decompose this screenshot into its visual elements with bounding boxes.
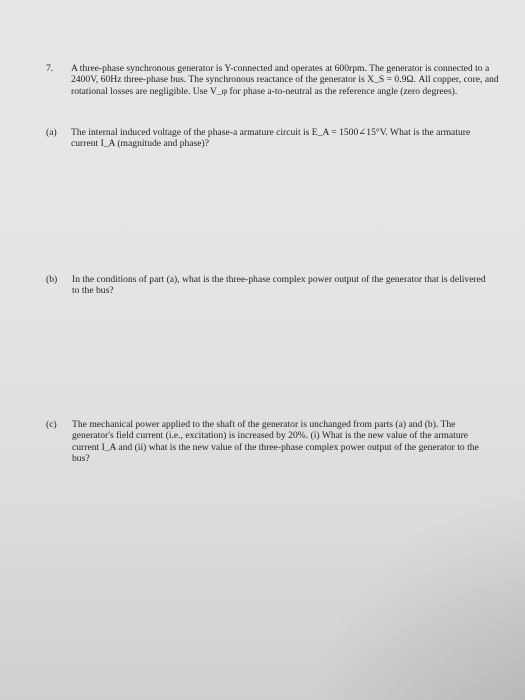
part-c-label: (c) (46, 419, 57, 430)
part-c-question: The mechanical power applied to the shaft of the generator is unchanged from parts (a) and (b). The generator's field current (i.e., excitation) is increased by 20%. (i) What is the new value of the armature current I_A and (ii) what is the new value of the three-phase complex power output of the generator to the bus? (72, 419, 479, 465)
problem-text: A three-phase synchronous generator is Y-connected and operates at 600rpm. The generator is connected to a 2400V, 60Hz three-phase bus. The synchronous reactance of the generator is X_S = 0.9Ω. All copper, core, and rotational losses are negligible. Use V_φ for phase a-to-neutral as the reference angle (zero degrees). (71, 63, 499, 97)
part-b-label: (b) (46, 274, 58, 285)
part-a-label: (a) (46, 127, 57, 138)
problem-number: 7. (46, 63, 54, 74)
problem-statement (71, 63, 499, 97)
part-a-question: The internal induced voltage of the phase-a armature circuit is E_A = 1500∠15°V. What is the armature current I_A (magnitude and phase)? (71, 127, 471, 150)
page-shadow (305, 480, 525, 700)
part-b-question: In the conditions of part (a), what is the three-phase complex power output of the generator that is delivered to the bus? (72, 274, 486, 297)
